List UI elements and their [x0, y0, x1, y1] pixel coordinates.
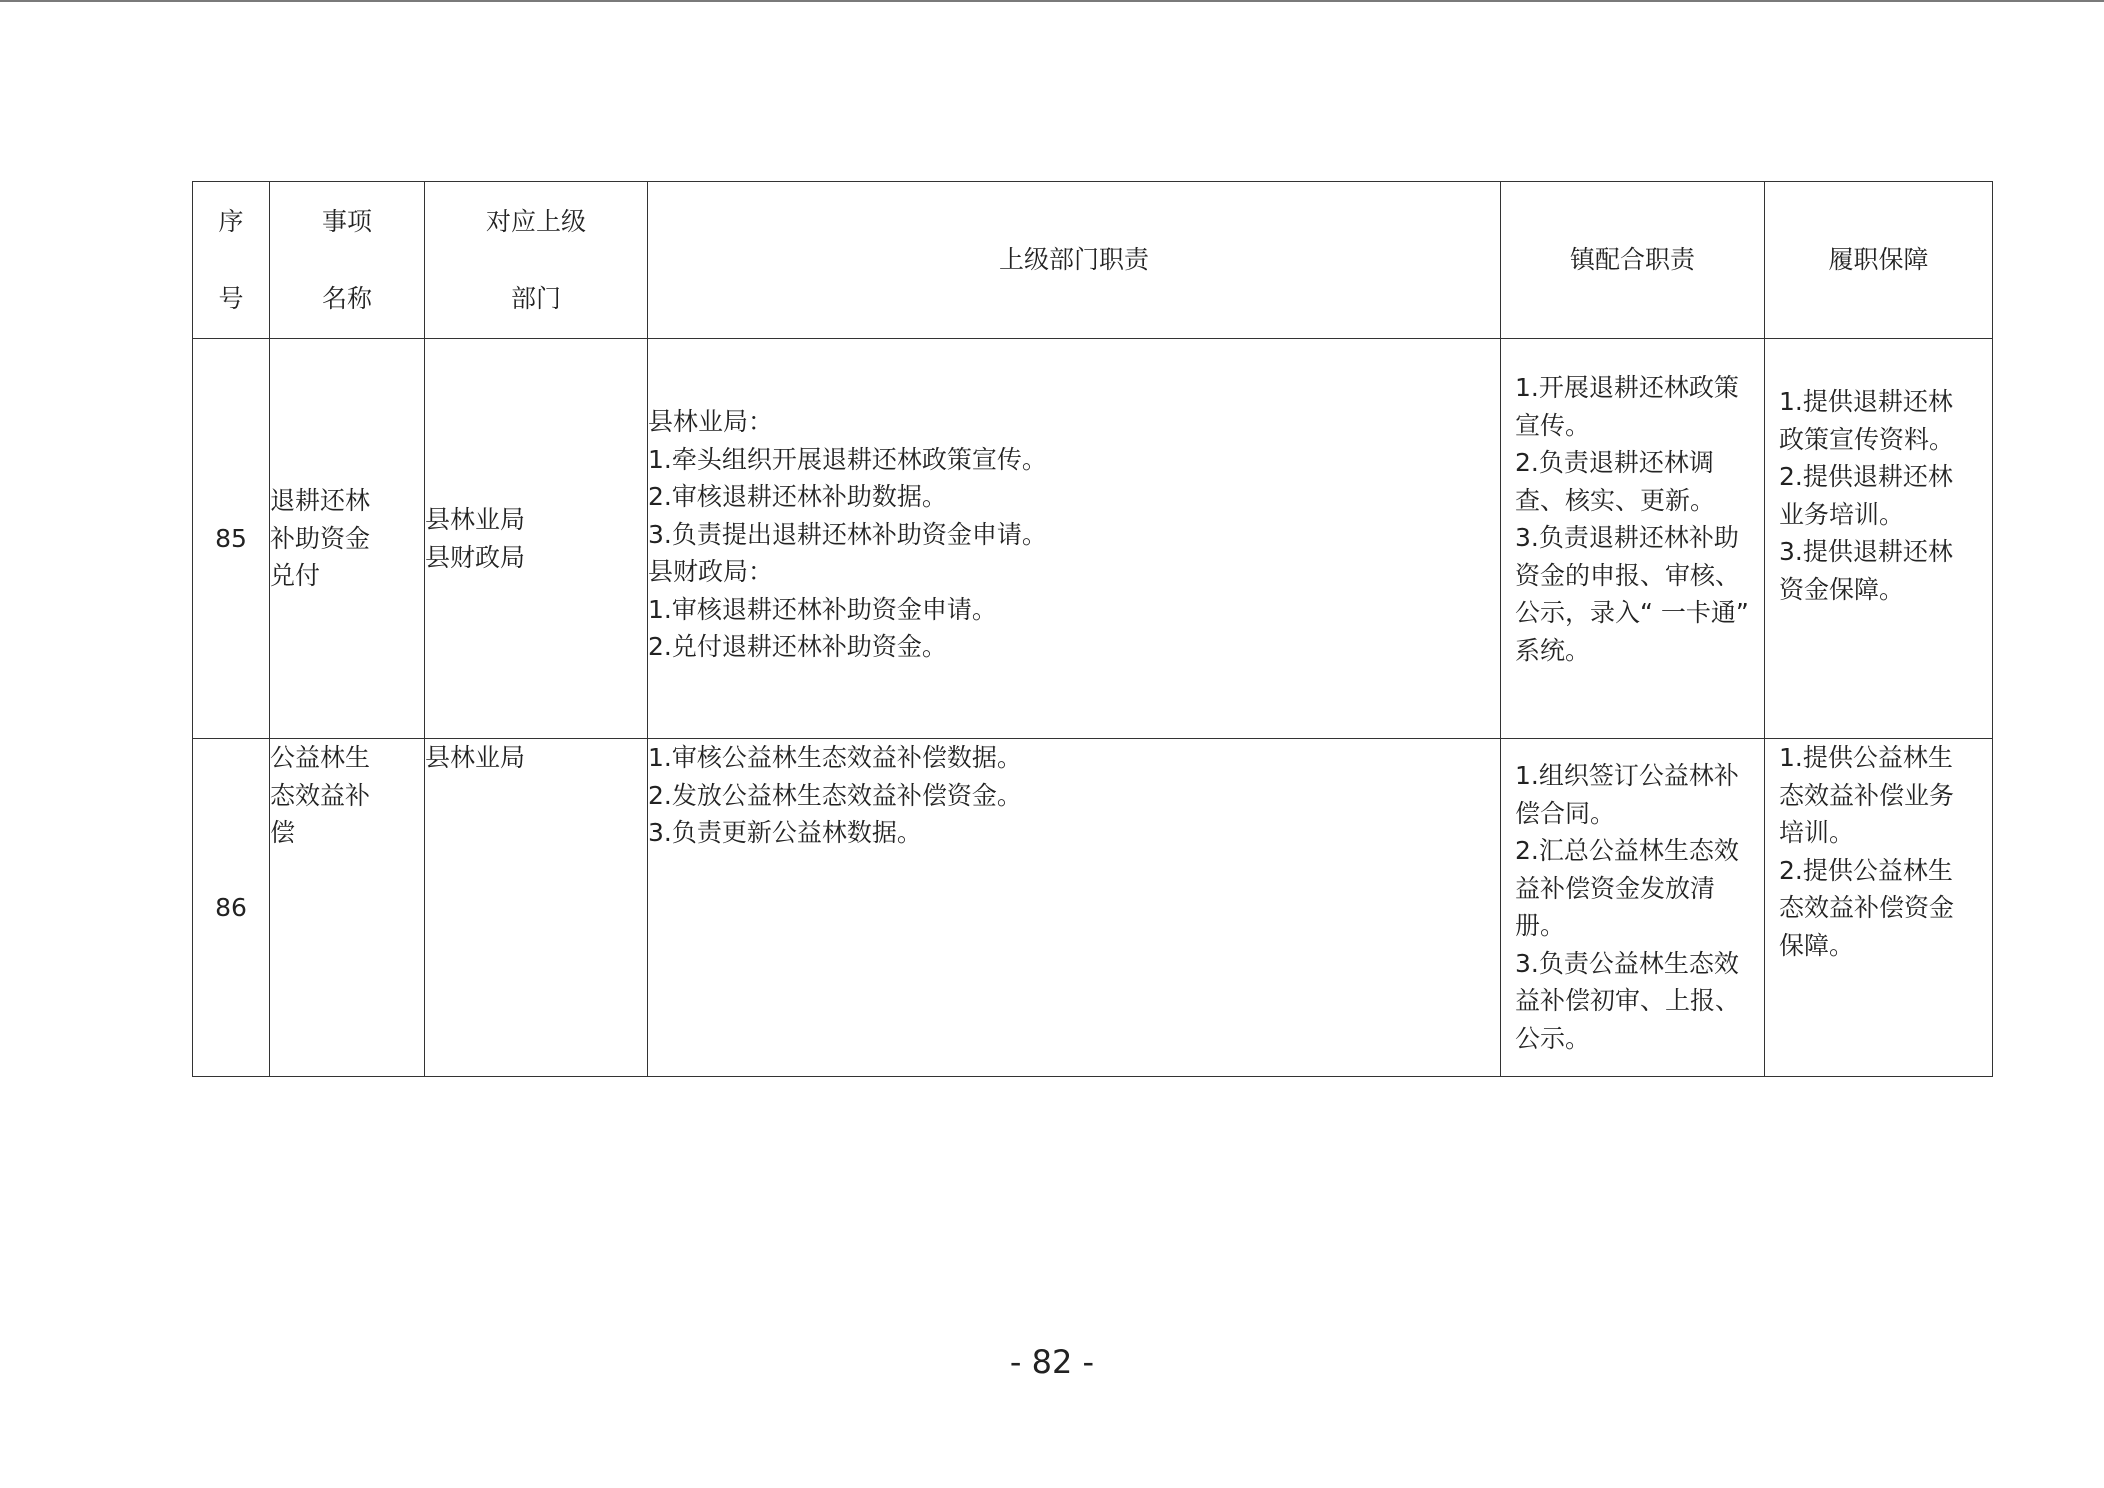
header-upper-duty: 上级部门职责	[648, 182, 1501, 339]
duty-table	[192, 181, 1993, 1077]
row-upper-dept: 县林业局 县财政局	[425, 339, 648, 739]
row-guarantee: 1.提供退耕还林 政策宣传资料。 2.提供退耕还林 业务培训。 3.提供退耕还林 资金保障。	[1765, 339, 1993, 739]
table-row	[193, 339, 1993, 739]
header-row	[193, 182, 1993, 339]
header-item-line1: 事项	[321, 206, 372, 236]
row-item-name: 公益林生 态效益补 偿	[270, 739, 425, 1077]
row-item-name: 退耕还林 补助资金 兑付	[270, 339, 425, 739]
header-dept-line1: 对应上级	[485, 206, 586, 236]
row-seq: 86	[193, 739, 270, 1077]
header-item-name	[270, 182, 425, 339]
header-item-line2: 名称	[321, 284, 372, 313]
header-upper-dept	[425, 182, 648, 339]
table-header	[193, 182, 1993, 339]
table-row	[193, 739, 1993, 1077]
page-number: - 82 -	[1009, 1343, 1095, 1381]
table-body	[193, 339, 1993, 1077]
row-town-duty: 1.组织签订公益林补 偿合同。 2.汇总公益林生态效 益补偿资金发放清 册。 3.负责公益林生态效 益补偿初审、上报、 公示。	[1501, 739, 1765, 1077]
row-upper-duty: 1.审核公益林生态效益补偿数据。 2.发放公益林生态效益补偿资金。 3.负责更新公益林数据。	[648, 739, 1501, 1077]
page-top-border	[0, 0, 2104, 2]
row-town-duty: 1.开展退耕还林政策 宣传。 2.负责退耕还林调 查、核实、更新。 3.负责退耕还林补助 资金的申报、审核、 公示，录入“ 一卡通” 系统。	[1501, 339, 1765, 739]
row-seq: 85	[193, 339, 270, 739]
header-dept-line2: 部门	[510, 284, 561, 313]
header-seq-line2: 号	[218, 284, 244, 313]
row-upper-dept: 县林业局	[425, 739, 648, 1077]
row-guarantee: 1.提供公益林生 态效益补偿业务 培训。 2.提供公益林生 态效益补偿资金 保障。	[1765, 739, 1993, 1077]
row-upper-duty: 县林业局： 1.牵头组织开展退耕还林政策宣传。 2.审核退耕还林补助数据。 3.负责提出退耕还林补助资金申请。 县财政局： 1.审核退耕还林补助资金申请。 2.兑付退耕还林补助资金。	[648, 339, 1501, 739]
header-town-duty: 镇配合职责	[1501, 182, 1765, 339]
header-seq-line1: 序	[218, 206, 244, 236]
header-seq	[193, 182, 270, 339]
header-guarantee: 履职保障	[1765, 182, 1993, 339]
